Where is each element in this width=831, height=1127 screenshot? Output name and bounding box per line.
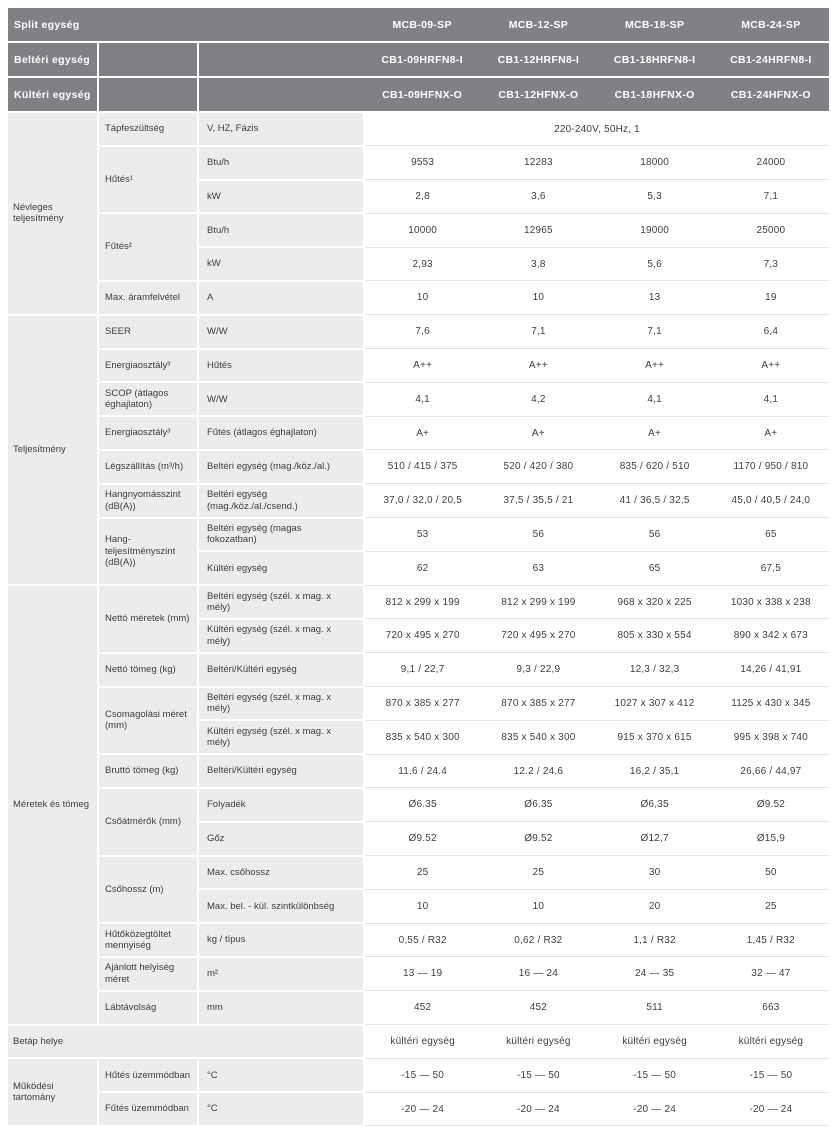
- value-cell: 1,45 / R32: [713, 923, 829, 957]
- parameter-label: Fűtés²: [98, 213, 198, 281]
- unit-label: mm: [198, 991, 364, 1025]
- parameter-label: Hangnyomásszint (dB(A)): [98, 484, 198, 518]
- unit-label: Kültéri egység (szél. x mag. x mély): [198, 720, 364, 754]
- value-cell: 1,1 / R32: [597, 923, 713, 957]
- unit-label: Beltéri/Kültéri egység: [198, 754, 364, 788]
- value-cell: 968 x 320 x 225: [597, 585, 713, 619]
- parameter-label: Fűtés üzemmódban: [98, 1092, 198, 1126]
- value-cell: 7,3: [713, 247, 829, 281]
- header-model-cell: CB1-09HRFN8-I: [364, 42, 480, 77]
- unit-label: Kültéri egység (szél. x mag. x mély): [198, 619, 364, 653]
- value-cell: A++: [597, 349, 713, 383]
- value-cell: A+: [597, 416, 713, 450]
- table-row: [8, 1058, 829, 1092]
- value-cell: 56: [480, 518, 596, 552]
- header-model-cell: CB1-24HFNX-O: [713, 77, 829, 112]
- value-cell: 870 x 385 x 277: [480, 687, 596, 721]
- value-cell: 1030 x 338 x 238: [713, 585, 829, 619]
- unit-label: Gőz: [198, 822, 364, 856]
- value-cell: 1170 / 950 / 810: [713, 450, 829, 484]
- table-row: [8, 349, 829, 383]
- value-cell: A+: [713, 416, 829, 450]
- value-cell: 12.2 / 24.6: [480, 754, 596, 788]
- header-model-cell: CB1-24HRFN8-I: [713, 42, 829, 77]
- value-cell: 870 x 385 x 277: [364, 687, 480, 721]
- unit-label: Beltéri/Kültéri egység: [198, 653, 364, 687]
- parameter-label: Tápfeszültség: [98, 112, 198, 146]
- value-cell: 3,8: [480, 247, 596, 281]
- unit-label: A: [198, 281, 364, 315]
- value-cell: 26,66 / 44,97: [713, 754, 829, 788]
- value-cell: Ø6.35: [480, 788, 596, 822]
- header-spacer: [98, 77, 198, 112]
- parameter-label: Csőátmérők (mm): [98, 788, 198, 856]
- value-cell: 12965: [480, 213, 596, 247]
- value-cell: 37,0 / 32,0 / 20,5: [364, 484, 480, 518]
- value-cell: 720 x 495 x 270: [364, 619, 480, 653]
- value-cell: 720 x 495 x 270: [480, 619, 596, 653]
- table-row: [8, 450, 829, 484]
- table-row: [8, 585, 829, 619]
- table-row: [8, 484, 829, 518]
- value-cell: -15 — 50: [713, 1058, 829, 1092]
- value-cell: 37,5 / 35,5 / 21: [480, 484, 596, 518]
- value-cell: Ø15,9: [713, 822, 829, 856]
- value-cell: A++: [364, 349, 480, 383]
- value-cell: 10: [480, 281, 596, 315]
- table-row: [8, 77, 829, 112]
- value-cell: 9553: [364, 146, 480, 180]
- value-cell: 25000: [713, 213, 829, 247]
- value-cell: 56: [597, 518, 713, 552]
- header-model-cell: MCB-18-SP: [597, 8, 713, 42]
- value-cell: 16 — 24: [480, 957, 596, 991]
- value-cell: 452: [480, 991, 596, 1025]
- unit-label: kg / típus: [198, 923, 364, 957]
- value-cell: 511: [597, 991, 713, 1025]
- value-cell: 835 x 540 x 300: [364, 720, 480, 754]
- value-cell: 41 / 36,5 / 32,5: [597, 484, 713, 518]
- parameter-label: Max. áramfelvétel: [98, 281, 198, 315]
- parameter-label: Hűtés üzemmódban: [98, 1058, 198, 1092]
- unit-label: Beltéri egység (mag./köz./al./csend.): [198, 484, 364, 518]
- value-cell: 452: [364, 991, 480, 1025]
- value-cell: 19000: [597, 213, 713, 247]
- value-cell: 890 x 342 x 673: [713, 619, 829, 653]
- value-cell: 10: [364, 889, 480, 923]
- parameter-label: Nettó tömeg (kg): [98, 653, 198, 687]
- table-row: [8, 957, 829, 991]
- value-cell: 835 x 540 x 300: [480, 720, 596, 754]
- value-cell: 0,62 / R32: [480, 923, 596, 957]
- header-model-cell: CB1-09HFNX-O: [364, 77, 480, 112]
- value-cell: 4,1: [364, 382, 480, 416]
- value-cell: Ø6.35: [364, 788, 480, 822]
- value-cell: -15 — 50: [480, 1058, 596, 1092]
- header-model-cell: MCB-09-SP: [364, 8, 480, 42]
- unit-label: Max. bel. - kül. szintkülönbség: [198, 889, 364, 923]
- value-cell: 53: [364, 518, 480, 552]
- section-label: Működési tartomány: [8, 1058, 98, 1126]
- unit-label: W/W: [198, 382, 364, 416]
- unit-label: Beltéri egység (szél. x mag. x mély): [198, 687, 364, 721]
- header-model-cell: MCB-12-SP: [480, 8, 596, 42]
- value-cell: Ø9.52: [713, 788, 829, 822]
- value-cell: 5,6: [597, 247, 713, 281]
- table-row: [8, 146, 829, 180]
- unit-label: °C: [198, 1092, 364, 1126]
- header-model-cell: CB1-18HFNX-O: [597, 77, 713, 112]
- parameter-label: Hűtőközegtöltet mennyiség: [98, 923, 198, 957]
- header-spacer: [98, 42, 198, 77]
- unit-label: Folyadék: [198, 788, 364, 822]
- unit-label: Kültéri egység: [198, 551, 364, 585]
- value-cell: A+: [480, 416, 596, 450]
- value-cell: 25: [480, 856, 596, 890]
- value-cell: 65: [713, 518, 829, 552]
- value-cell: 62: [364, 551, 480, 585]
- section-label: Teljesítmény: [8, 315, 98, 585]
- value-cell: 67,5: [713, 551, 829, 585]
- header-spacer: [198, 77, 364, 112]
- value-cell: 6,4: [713, 315, 829, 349]
- value-cell: A++: [713, 349, 829, 383]
- unit-label: Hűtés: [198, 349, 364, 383]
- value-cell: 835 / 620 / 510: [597, 450, 713, 484]
- parameter-label: Hang-teljesítményszint (dB(A)): [98, 518, 198, 586]
- value-cell: kültéri egység: [597, 1025, 713, 1059]
- spec-table: [8, 8, 829, 1127]
- table-row: [8, 416, 829, 450]
- value-cell: 11.6 / 24.4: [364, 754, 480, 788]
- value-cell: Ø6,35: [597, 788, 713, 822]
- table-row: [8, 687, 829, 721]
- parameter-label: Hűtés¹: [98, 146, 198, 214]
- value-cell: 915 x 370 x 615: [597, 720, 713, 754]
- unit-label: Beltéri egység (mag./köz./al.): [198, 450, 364, 484]
- header-model-cell: CB1-18HRFN8-I: [597, 42, 713, 77]
- header-row-label: Beltéri egység: [8, 42, 98, 77]
- value-cell: 510 / 415 / 375: [364, 450, 480, 484]
- value-cell: 995 x 398 x 740: [713, 720, 829, 754]
- value-cell: 812 x 299 x 199: [364, 585, 480, 619]
- value-cell: 12,3 / 32,3: [597, 653, 713, 687]
- value-cell: 18000: [597, 146, 713, 180]
- value-cell: kültéri egység: [480, 1025, 596, 1059]
- table-row: [8, 42, 829, 77]
- unit-label: m²: [198, 957, 364, 991]
- table-row: [8, 8, 829, 42]
- section-label: Méretek és tömeg: [8, 585, 98, 1024]
- value-cell: 63: [480, 551, 596, 585]
- value-cell: kültéri egység: [364, 1025, 480, 1059]
- value-cell: 7,1: [480, 315, 596, 349]
- unit-label: Btu/h: [198, 146, 364, 180]
- table-row: [8, 382, 829, 416]
- value-cell: 7,1: [597, 315, 713, 349]
- value-cell: Ø12,7: [597, 822, 713, 856]
- value-cell: A++: [480, 349, 596, 383]
- table-row: [8, 518, 829, 552]
- value-cell: 663: [713, 991, 829, 1025]
- value-cell: kültéri egység: [713, 1025, 829, 1059]
- value-cell: 7,1: [713, 180, 829, 214]
- value-cell: 10: [364, 281, 480, 315]
- value-cell: 0,55 / R32: [364, 923, 480, 957]
- value-cell: -20 — 24: [480, 1092, 596, 1126]
- value-cell: 520 / 420 / 380: [480, 450, 596, 484]
- value-cell: 812 x 299 x 199: [480, 585, 596, 619]
- unit-label: Beltéri egység (szél. x mag. x mély): [198, 585, 364, 619]
- value-cell: 30: [597, 856, 713, 890]
- unit-label: kW: [198, 247, 364, 281]
- value-cell: 13: [597, 281, 713, 315]
- spec-sheet: [8, 8, 829, 1127]
- header-model-cell: CB1-12HFNX-O: [480, 77, 596, 112]
- header-row-label: Kültéri egység: [8, 77, 98, 112]
- value-cell: 1125 x 430 x 345: [713, 687, 829, 721]
- parameter-label: Ajánlott helyiség méret: [98, 957, 198, 991]
- value-cell: -15 — 50: [364, 1058, 480, 1092]
- value-cell: 45,0 / 40,5 / 24,0: [713, 484, 829, 518]
- table-row: [8, 754, 829, 788]
- parameter-label: Energiaosztály³: [98, 416, 198, 450]
- value-cell: -15 — 50: [597, 1058, 713, 1092]
- value-cell: 2,8: [364, 180, 480, 214]
- value-cell: 13 — 19: [364, 957, 480, 991]
- value-cell: Ø9.52: [364, 822, 480, 856]
- value-cell: 24 — 35: [597, 957, 713, 991]
- value-cell: 3,6: [480, 180, 596, 214]
- table-row: [8, 281, 829, 315]
- header-row-label: Split egység: [8, 8, 364, 42]
- parameter-label: SEER: [98, 315, 198, 349]
- parameter-label: Csőhossz (m): [98, 856, 198, 924]
- header-model-cell: MCB-24-SP: [713, 8, 829, 42]
- value-cell: 4,1: [597, 382, 713, 416]
- value-cell: 5,3: [597, 180, 713, 214]
- parameter-label: SCOP (átlagos éghajlaton): [98, 382, 198, 416]
- value-cell: 9,3 / 22,9: [480, 653, 596, 687]
- value-cell: 9,1 / 22,7: [364, 653, 480, 687]
- parameter-label: Csomagolási méret (mm): [98, 687, 198, 755]
- value-cell: 12283: [480, 146, 596, 180]
- value-cell: 25: [713, 889, 829, 923]
- value-cell: 220-240V, 50Hz, 1: [364, 112, 829, 146]
- value-cell: A+: [364, 416, 480, 450]
- table-row: [8, 213, 829, 247]
- value-cell: 7,6: [364, 315, 480, 349]
- header-spacer: [198, 42, 364, 77]
- unit-label: Max. csőhossz: [198, 856, 364, 890]
- value-cell: Ø9.52: [480, 822, 596, 856]
- unit-label: °C: [198, 1058, 364, 1092]
- unit-label: W/W: [198, 315, 364, 349]
- unit-label: Btu/h: [198, 213, 364, 247]
- value-cell: -20 — 24: [597, 1092, 713, 1126]
- section-label: Betáp helye: [8, 1025, 364, 1059]
- table-row: [8, 1092, 829, 1126]
- table-row: [8, 112, 829, 146]
- value-cell: 32 — 47: [713, 957, 829, 991]
- unit-label: kW: [198, 180, 364, 214]
- value-cell: 4,1: [713, 382, 829, 416]
- parameter-label: Légszállítás (m³/h): [98, 450, 198, 484]
- value-cell: 1027 x 307 x 412: [597, 687, 713, 721]
- parameter-label: Lábtávolság: [98, 991, 198, 1025]
- unit-label: V, HZ, Fázis: [198, 112, 364, 146]
- parameter-label: Nettó méretek (mm): [98, 585, 198, 653]
- value-cell: 805 x 330 x 554: [597, 619, 713, 653]
- header-model-cell: CB1-12HRFN8-I: [480, 42, 596, 77]
- table-row: [8, 653, 829, 687]
- unit-label: Beltéri egység (magas fokozatban): [198, 518, 364, 552]
- value-cell: 10: [480, 889, 596, 923]
- value-cell: 10000: [364, 213, 480, 247]
- table-row: [8, 315, 829, 349]
- value-cell: 14,26 / 41,91: [713, 653, 829, 687]
- table-row: [8, 788, 829, 822]
- parameter-label: Bruttó tömeg (kg): [98, 754, 198, 788]
- parameter-label: Energiaosztály³: [98, 349, 198, 383]
- table-row: [8, 856, 829, 890]
- table-row: [8, 1025, 829, 1059]
- value-cell: 2,93: [364, 247, 480, 281]
- value-cell: 4,2: [480, 382, 596, 416]
- value-cell: 16,2 / 35,1: [597, 754, 713, 788]
- table-row: [8, 923, 829, 957]
- value-cell: 19: [713, 281, 829, 315]
- value-cell: -20 — 24: [364, 1092, 480, 1126]
- value-cell: 50: [713, 856, 829, 890]
- value-cell: 25: [364, 856, 480, 890]
- value-cell: 65: [597, 551, 713, 585]
- value-cell: 20: [597, 889, 713, 923]
- section-label: Névleges teljesítmény: [8, 112, 98, 315]
- value-cell: 24000: [713, 146, 829, 180]
- unit-label: Fűtés (átlagos éghajlaton): [198, 416, 364, 450]
- value-cell: -20 — 24: [713, 1092, 829, 1126]
